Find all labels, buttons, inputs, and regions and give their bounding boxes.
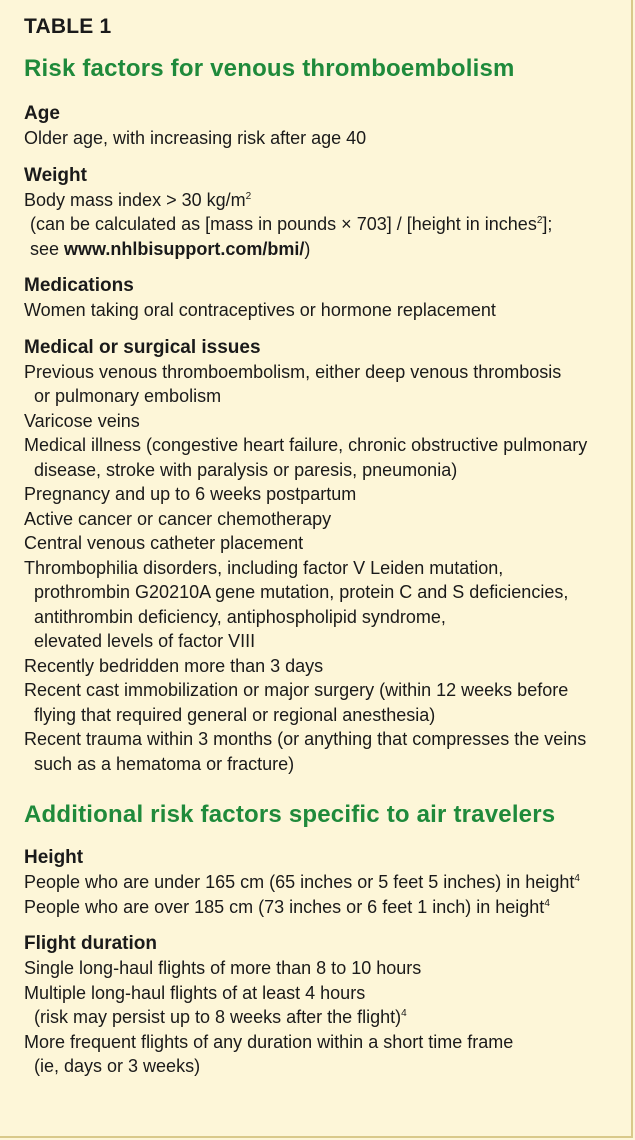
- calc-text-end: ];: [542, 214, 553, 234]
- list-item-continued: antithrombin deficiency, antiphospholipid syndrome,: [34, 606, 446, 627]
- bmi-text: Body mass index > 30 kg/m: [24, 189, 246, 210]
- superscript: 4: [574, 873, 580, 884]
- list-item-continued: flying that required general or regional anesthesia): [34, 704, 436, 725]
- section-weight: [24, 163, 624, 262]
- height-text: People who are under 165 cm (65 inches or 5 feet 5 inches) in height: [24, 872, 575, 892]
- table-title: Risk factors for venous thromboembolism: [24, 55, 515, 82]
- section-flight-duration: [24, 931, 624, 1079]
- list-item: Recent trauma within 3 months (or anything that compresses the veins: [24, 729, 587, 749]
- section-heading: Age: [24, 103, 60, 124]
- list-item-continued: (ie, days or 3 weeks): [34, 1056, 201, 1076]
- see-suffix: ): [304, 238, 311, 259]
- list-item: Active cancer or cancer chemotherapy: [24, 508, 332, 529]
- superscript: 2: [536, 215, 543, 226]
- calc-text: (can be calculated as [mass in pounds × 703] / [height in inches: [30, 214, 537, 234]
- list-item: Central venous catheter placement: [24, 533, 304, 553]
- section-heading: Medications: [24, 275, 134, 296]
- list-item: More frequent flights of any duration within a short time frame: [24, 1031, 514, 1052]
- list-item-continued: elevated levels of factor VIII: [34, 631, 256, 651]
- section-medications: [24, 273, 624, 323]
- list-item: Older age, with increasing risk after age 40: [24, 128, 367, 148]
- list-item: Women taking oral contraceptives or hormone replacement: [24, 300, 496, 320]
- air-travel-subtitle: Additional risk factors specific to air travelers: [24, 801, 556, 828]
- list-item: [24, 212, 624, 237]
- height-text: People who are over 185 cm (73 inches or 6 feet 1 inch) in height: [24, 896, 545, 917]
- section-heading: Medical or surgical issues: [24, 336, 261, 358]
- bmi-url-link[interactable]: www.nhlbisupport.com/bmi/: [64, 238, 305, 259]
- see-prefix: see: [30, 238, 65, 259]
- table-content: [24, 14, 624, 1091]
- superscript: 2: [245, 190, 252, 202]
- list-item-continued: disease, stroke with paralysis or paresis, pneumonia): [34, 459, 458, 480]
- section-heading: Weight: [24, 164, 87, 186]
- list-item: Medical illness (congestive heart failure, chronic obstructive pulmonary: [24, 435, 588, 455]
- list-item: Single long-haul flights of more than 8 to 10 hours: [24, 958, 422, 978]
- section-age: [24, 101, 624, 151]
- list-item: [24, 237, 624, 262]
- list-item: Recently bedridden more than 3 days: [24, 655, 324, 676]
- section-heading: Height: [24, 847, 84, 868]
- list-item: [24, 188, 624, 213]
- list-item: Previous venous thromboembolism, either deep venous thrombosis: [24, 361, 562, 382]
- flight-text: (risk may persist up to 8 weeks after the flight): [34, 1007, 402, 1027]
- section-medical: [24, 335, 624, 777]
- list-item: Thrombophilia disorders, including factor V Leiden mutation,: [24, 557, 504, 578]
- list-item-continued: or pulmonary embolism: [34, 386, 222, 406]
- list-item: [24, 870, 624, 895]
- list-item-continued: [24, 1005, 624, 1030]
- list-item: [24, 895, 624, 920]
- list-item: Multiple long-haul flights of at least 4 hours: [24, 982, 366, 1003]
- section-height: [24, 845, 624, 919]
- list-item-continued: such as a hematoma or fracture): [34, 753, 295, 774]
- list-item-continued: prothrombin G20210A gene mutation, protein C and S deficiencies,: [34, 582, 569, 602]
- list-item: Recent cast immobilization or major surgery (within 12 weeks before: [24, 680, 569, 700]
- superscript: 4: [544, 897, 550, 909]
- section-heading: Flight duration: [24, 933, 157, 954]
- table-label: TABLE 1: [24, 15, 112, 38]
- superscript: 4: [401, 1008, 407, 1019]
- list-item: Pregnancy and up to 6 weeks postpartum: [24, 484, 357, 504]
- list-item: Varicose veins: [24, 410, 140, 431]
